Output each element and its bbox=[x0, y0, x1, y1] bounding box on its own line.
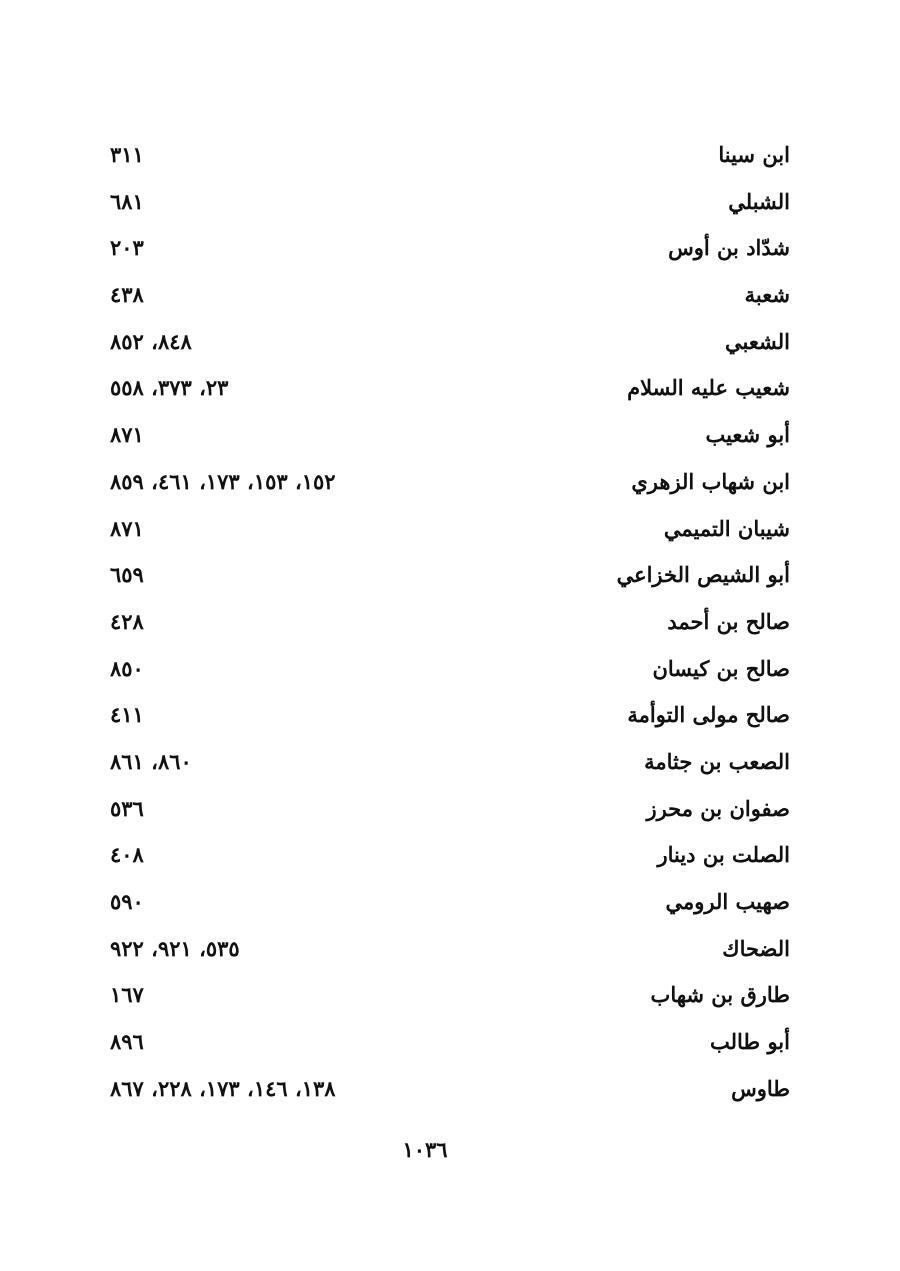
page-references: ٨٩٦ bbox=[110, 1029, 144, 1055]
person-name: شيبان التميمي bbox=[663, 515, 790, 541]
page-references: ٤٢٨ bbox=[110, 608, 144, 634]
page-references: ٨٤٨، ٨٥٢ bbox=[110, 328, 192, 354]
person-name: ابن سينا bbox=[718, 142, 790, 167]
person-name: أبو الشيص الخزاعي bbox=[616, 562, 790, 588]
page-references: ٦٥٩ bbox=[110, 562, 144, 588]
page-references: ٦٨١ bbox=[110, 188, 144, 214]
person-name: شعبة bbox=[744, 282, 790, 308]
person-name: أبو طالب bbox=[710, 1029, 790, 1055]
index-row bbox=[110, 227, 790, 274]
person-name: الصلت بن دينار bbox=[657, 842, 790, 868]
person-name: طارق بن شهاب bbox=[650, 982, 790, 1008]
index-row bbox=[110, 274, 790, 321]
page-references: ٥٣٦ bbox=[110, 795, 144, 821]
person-name: الشبلي bbox=[728, 188, 790, 214]
person-name: شدّاد بن أوس bbox=[668, 235, 790, 261]
person-name: الضحاك bbox=[722, 935, 790, 961]
page-references: ٤١١ bbox=[110, 702, 144, 728]
page-references: ١٥٢، ١٥٣، ١٧٣، ٤٦١، ٨٥٩ bbox=[110, 468, 336, 494]
index-row bbox=[110, 741, 790, 788]
person-name: طاوس bbox=[731, 1075, 790, 1101]
index-row bbox=[110, 181, 790, 228]
page-references: ٢٣، ٣٧٣، ٥٥٨ bbox=[110, 375, 229, 401]
index-row bbox=[110, 974, 790, 1021]
index-row bbox=[110, 461, 790, 508]
index-row bbox=[110, 134, 790, 181]
index-row bbox=[110, 788, 790, 835]
person-name: صالح بن أحمد bbox=[667, 608, 790, 634]
page-references: ٤٣٨ bbox=[110, 282, 144, 308]
index-row bbox=[110, 881, 790, 928]
page-references: ٨٧١ bbox=[110, 422, 144, 448]
index-row bbox=[110, 414, 790, 461]
page-references: ٥٩٠ bbox=[110, 889, 144, 914]
index-row bbox=[110, 648, 790, 695]
page-references: ٥٣٥، ٩٢١، ٩٢٢ bbox=[110, 935, 240, 961]
page-references: ١٦٧ bbox=[110, 982, 144, 1008]
page-number: ١٠٣٦ bbox=[402, 1137, 448, 1162]
page-references: ٣١١ bbox=[110, 142, 144, 167]
page-references: ٤٠٨ bbox=[110, 842, 144, 868]
index-row bbox=[110, 601, 790, 648]
page-references: ٨٦٠، ٨٦١ bbox=[110, 748, 192, 774]
person-name: ابن شهاب الزهري bbox=[631, 468, 790, 494]
index-row bbox=[110, 928, 790, 975]
page-references: ٨٥٠ bbox=[110, 655, 144, 681]
index-row bbox=[110, 1021, 790, 1068]
page-references: ٨٧١ bbox=[110, 515, 144, 541]
person-name: أبو شعيب bbox=[705, 422, 790, 448]
page-references: ١٣٨، ١٤٦، ١٧٣، ٢٢٨، ٨٦٧ bbox=[110, 1075, 336, 1101]
index-row bbox=[110, 321, 790, 368]
name-index-list bbox=[110, 134, 790, 1114]
page-references: ٢٠٣ bbox=[110, 235, 144, 261]
person-name: صالح مولى التوأمة bbox=[627, 702, 790, 728]
person-name: شعيب عليه السلام bbox=[627, 375, 790, 401]
person-name: صفوان بن محرز bbox=[646, 795, 790, 821]
person-name: صهيب الرومي bbox=[665, 889, 790, 914]
index-row bbox=[110, 554, 790, 601]
person-name: صالح بن كيسان bbox=[652, 655, 790, 681]
index-row bbox=[110, 508, 790, 555]
index-row bbox=[110, 694, 790, 741]
index-row bbox=[110, 367, 790, 414]
person-name: الشعبي bbox=[725, 328, 790, 354]
index-row bbox=[110, 1068, 790, 1115]
person-name: الصعب بن جثامة bbox=[644, 748, 790, 774]
index-row bbox=[110, 834, 790, 881]
